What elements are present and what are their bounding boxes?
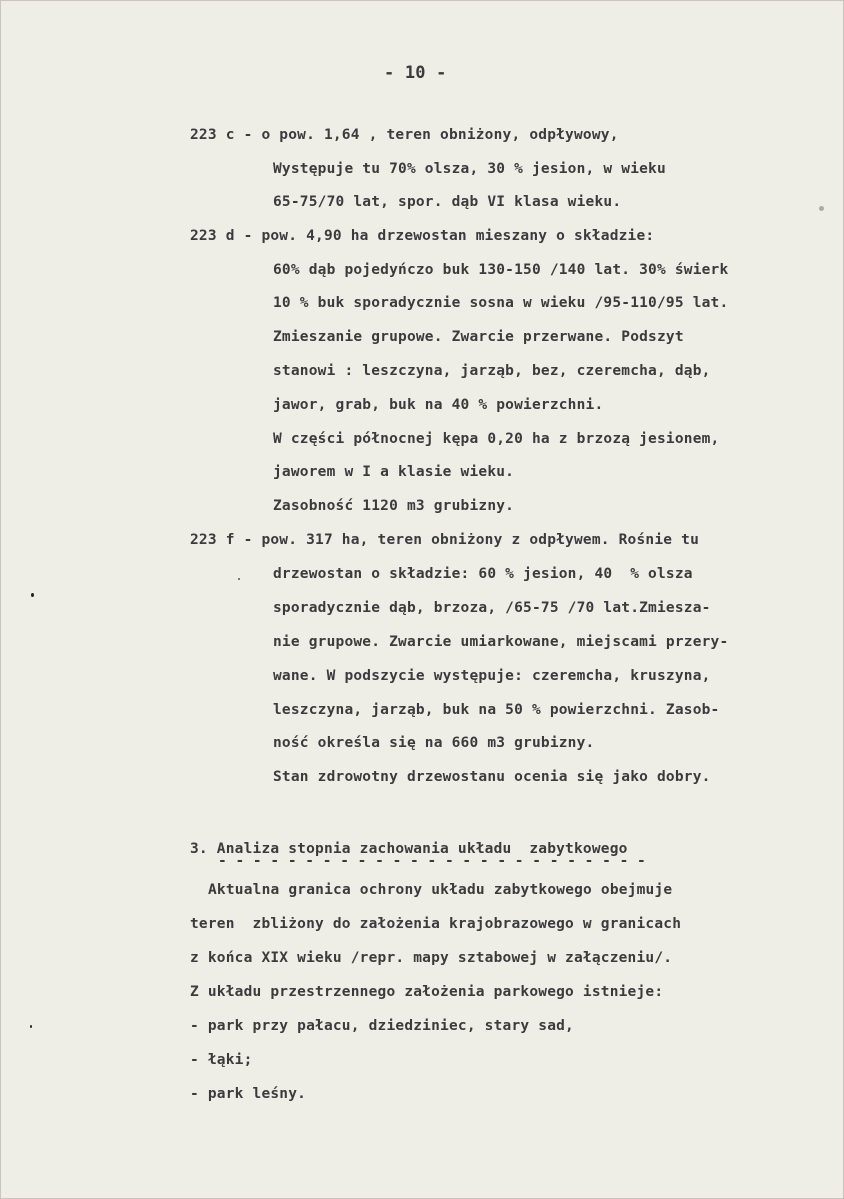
entry-223f-line-6: leszczyna, jarząb, buk na 50 % powierzchni. Zasob- [273,702,720,718]
section-text-line-3: z końca XIX wieku /repr. mapy sztabowej w załączeniu/. [190,950,673,966]
section-heading: 3. Analiza stopnia zachowania układu zabytkowego [190,841,628,857]
entry-223d-line-4: Zmieszanie grupowe. Zwarcie przerwane. Podszyt [273,329,684,345]
entry-223c-line-1: 223 c - o pow. 1,64 , teren obniżony, odpływowy, [190,127,619,143]
entry-223f-line-8: Stan zdrowotny drzewostanu ocenia się jako dobry. [273,769,711,785]
entry-223f-line-2: drzewostan o składzie: 60 % jesion, 40 % olsza [273,566,693,582]
entry-223f-line-3: sporadycznie dąb, brzoza, /65-75 /70 lat.Zmiesza- [273,600,711,616]
list-item-forest-park: - park leśny. [190,1086,307,1102]
list-item-park-palace: - park przy pałacu, dziedziniec, stary sad, [190,1018,574,1034]
ink-speck [30,1025,32,1028]
ink-speck [31,593,34,597]
list-item-meadows: - łąki; [190,1052,253,1068]
entry-223d-line-7: W części północnej kępa 0,20 ha z brzozą jesionem, [273,431,720,447]
ink-speck [238,578,240,580]
entry-223f-line-5: wane. W podszycie występuje: czeremcha, kruszyna, [273,668,711,684]
heading-underline: - - - - - - - - - - - - - - - - - - - - - - - - - [218,853,646,869]
section-text-line-1: Aktualna granica ochrony układu zabytkowego obejmuje [208,882,673,898]
entry-223d-line-1: 223 d - pow. 4,90 ha drzewostan mieszany o składzie: [190,228,655,244]
entry-223f-line-7: ność określa się na 660 m3 grubizny. [273,735,595,751]
section-text-line-4: Z układu przestrzennego założenia parkowego istnieje: [190,984,664,1000]
entry-223c-line-3: 65-75/70 lat, spor. dąb VI klasa wieku. [273,194,622,210]
ink-speck [819,206,824,211]
entry-223d-line-3: 10 % buk sporadycznie sosna w wieku /95-110/95 lat. [273,295,729,311]
entry-223d-line-6: jawor, grab, buk na 40 % powierzchni. [273,397,604,413]
entry-223d-line-9: Zasobność 1120 m3 grubizny. [273,498,515,514]
page-number: - 10 - [384,63,447,83]
section-text-line-2: teren zbliżony do założenia krajobrazowego w granicach [190,916,682,932]
entry-223f-line-1: 223 f - pow. 317 ha, teren obniżony z odpływem. Rośnie tu [190,532,699,548]
entry-223c-line-2: Występuje tu 70% olsza, 30 % jesion, w wieku [273,161,666,177]
entry-223f-line-4: nie grupowe. Zwarcie umiarkowane, miejscami przery- [273,634,729,650]
entry-223d-line-2: 60% dąb pojedyńczo buk 130-150 /140 lat. 30% świerk [273,262,729,278]
entry-223d-line-8: jaworem w I a klasie wieku. [273,464,515,480]
entry-223d-line-5: stanowi : leszczyna, jarząb, bez, czeremcha, dąb, [273,363,711,379]
